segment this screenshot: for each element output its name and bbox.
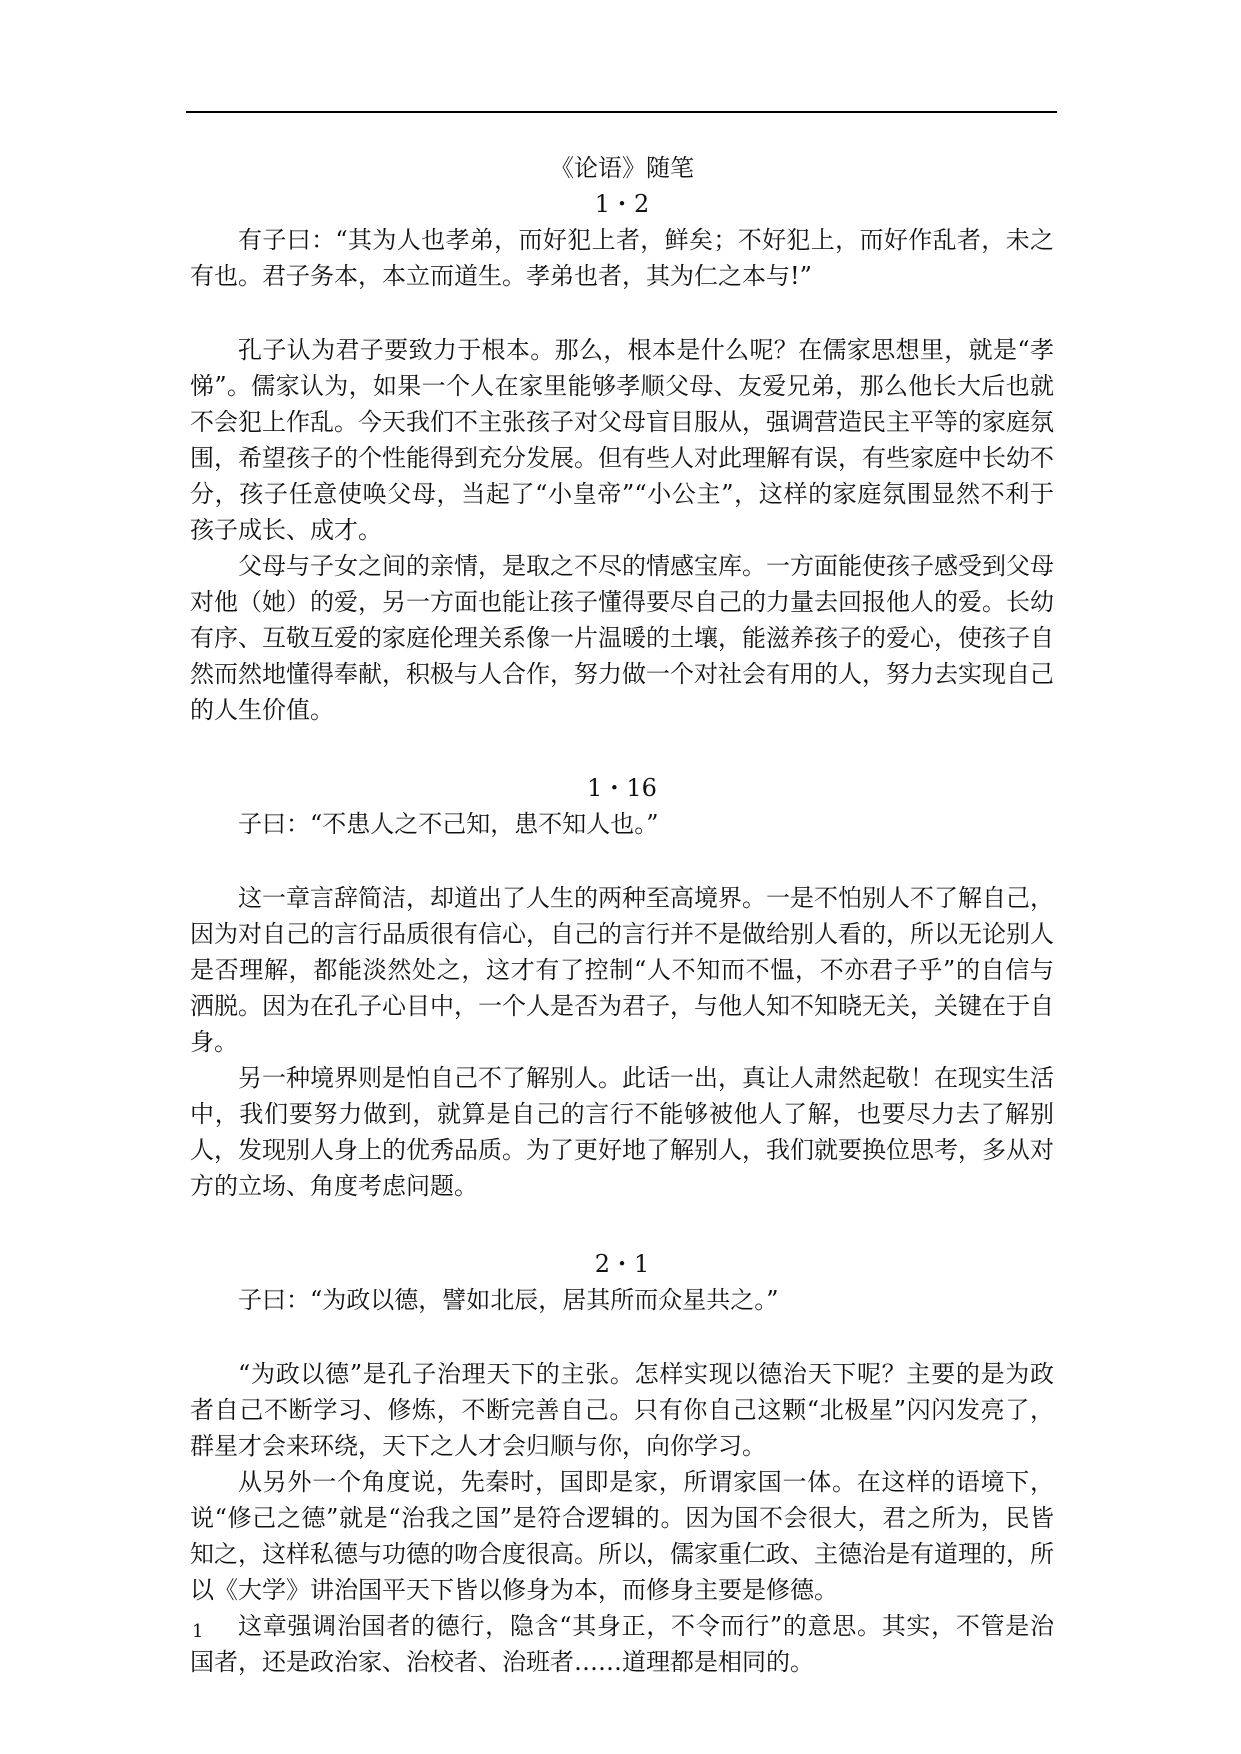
- page-content: [190, 150, 1054, 1680]
- paragraph: 父母与子女之间的亲情，是取之不尽的情感宝库。一方面能使孩子感受到父母对他（她）的爱，另一方面也能让孩子懂得要尽自己的力量去回报他人的爱。长幼有序、互敬互爱的家庭伦理关系像一片温暖的土壤，能滋养孩子的爱心，使孩子自然而然地懂得奉献，积极与人合作，努力做一个对社会有用的人，努力去实现自己的人生价值。: [190, 552, 1054, 724]
- section-number: 2・1: [594, 1250, 650, 1278]
- section-number: 1・16: [587, 774, 657, 802]
- paragraph: 从另外一个角度说，先秦时，国即是家，所谓家国一体。在这样的语境下，说“修己之德”就是“治我之国”是符合逻辑的。因为国不会很大，君之所为，民皆知之，这样私德与功德的吻合度很高。所以，儒家重仁政、主德治是有道理的，所以《大学》讲治国平天下皆以修身为本，而修身主要是修德。: [190, 1468, 1054, 1604]
- paragraph: “为政以德”是孔子治理天下的主张。怎样实现以德治天下呢？主要的是为政者自己不断学习、修炼，不断完善自己。只有你自己这颗“北极星”闪闪发亮了，群星才会来环绕，天下之人才会归顺与你，向你学习。: [190, 1360, 1054, 1460]
- section-number: 1・2: [594, 190, 650, 218]
- section-1-2: [190, 186, 1054, 728]
- paragraph: 这章强调治国者的德行，隐含“其身正，不令而行”的意思。其实，不管是治国者，还是政治家、治校者、治班者……道理都是相同的。: [190, 1612, 1054, 1676]
- header-rule: [186, 111, 1057, 113]
- spacer: [190, 1204, 1054, 1246]
- section-2-1: [190, 1246, 1054, 1680]
- page-number: 1: [192, 1621, 204, 1642]
- paragraph: 孔子认为君子要致力于根本。那么，根本是什么呢？在儒家思想里，就是“孝悌”。儒家认为，如果一个人在家里能够孝顺父母、友爱兄弟，那么他长大后也就不会犯上作乱。今天我们不主张孩子对父母盲目服从，强调营造民主平等的家庭氛围，希望孩子的个性能得到充分发展。但有些人对此理解有误，有些家庭中长幼不分，孩子任意使唤父母，当起了“小皇帝”“小公主”，这样的家庭氛围显然不利于孩子成长、成才。: [190, 336, 1054, 544]
- section-quote: 有子曰：“其为人也孝弟，而好犯上者，鲜矣；不好犯上，而好作乱者，未之有也。君子务本，本立而道生。孝弟也者，其为仁之本与!”: [190, 226, 1054, 290]
- spacer: [190, 294, 1054, 332]
- spacer: [190, 728, 1054, 770]
- section-quote: 子曰：“不患人之不己知，患不知人也。”: [238, 810, 659, 838]
- paragraph: 这一章言辞简洁，却道出了人生的两种至高境界。一是不怕别人不了解自己，因为对自己的言行品质很有信心，自己的言行并不是做给别人看的，所以无论别人是否理解，都能淡然处之，这才有了控制“人不知而不愠，不亦君子乎”的自信与洒脱。因为在孔子心目中，一个人是否为君子，与他人知不知晓无关，关键在于自身。: [190, 884, 1054, 1056]
- section-1-16: [190, 770, 1054, 1204]
- section-quote: 子曰：“为政以德，譬如北辰，居其所而众星共之。”: [238, 1286, 779, 1314]
- document-title: 《论语》随笔: [550, 154, 694, 182]
- paragraph: 另一种境界则是怕自己不了解别人。此话一出，真让人肃然起敬！在现实生活中，我们要努力做到，就算是自己的言行不能够被他人了解，也要尽力去了解别人，发现别人身上的优秀品质。为了更好地了解别人，我们就要换位思考，多从对方的立场、角度考虑问题。: [190, 1064, 1054, 1200]
- spacer: [190, 842, 1054, 880]
- spacer: [190, 1318, 1054, 1356]
